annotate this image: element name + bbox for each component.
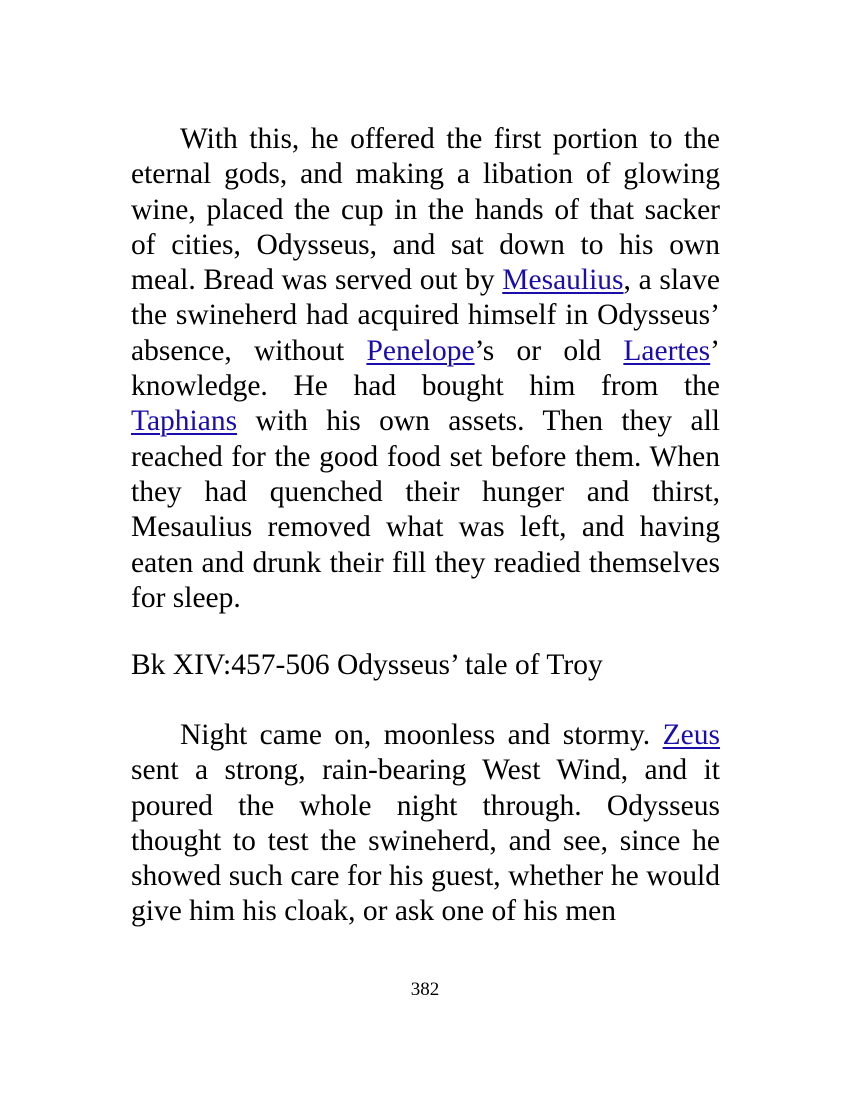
link-penelope[interactable]: Penelope: [366, 334, 475, 367]
paragraph-text: Night came on, moonless and stormy.: [180, 719, 663, 751]
paragraph-text: ’s or old: [474, 334, 624, 367]
paragraph-text: , a slave the swineherd had acquired himself in Odysseus’ absence, without: [131, 264, 720, 367]
paragraph-text: sent a strong, rain-bearing West Wind, and it poured the whole night through. Odysseus thought to test the swineherd, and see, since he showed such care for his guest, whether he would give him his cloak, or ask one of his men: [131, 754, 720, 928]
page-number: 382: [410, 979, 440, 1000]
link-laertes[interactable]: Laertes: [623, 334, 711, 367]
link-taphians[interactable]: Taphians: [131, 405, 238, 438]
section-heading: Bk XIV:457-506 Odysseus’ tale of Troy: [131, 649, 603, 681]
paragraph-text: with his own assets. Then they all reached for the good food set before them. When they had quenched their hunger and thirst, Mesaulius removed what was left, and having eaten and drunk their fill they readied themselves for sleep.: [131, 405, 720, 614]
link-zeus[interactable]: Zeus: [662, 719, 720, 751]
link-mesaulius[interactable]: Mesaulius: [502, 264, 624, 297]
paragraph-text: ’ knowledge. He had bought him from the: [131, 334, 720, 403]
paragraph-text: With this, he offered the first portion to the eternal gods, and making a libation of glowing wine, placed the cup in the hands of that sacker of cities, Odysseus, and sat down to his own meal. Bread was served out by: [131, 123, 720, 297]
body-paragraph-2: [131, 718, 720, 930]
body-paragraph-1: [131, 122, 720, 616]
